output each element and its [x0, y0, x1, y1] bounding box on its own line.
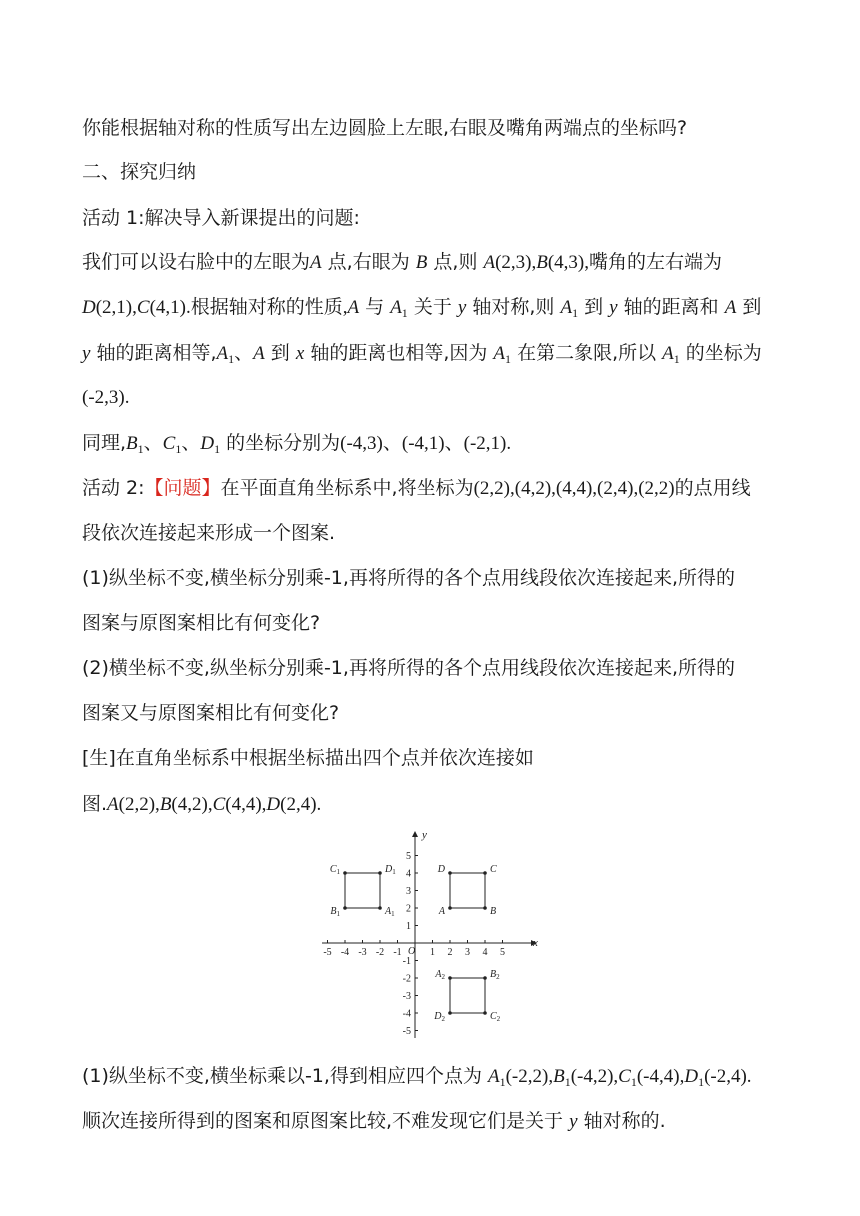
x-tick-label: -1: [393, 947, 402, 958]
origin-label: O: [408, 946, 416, 957]
text: 到: [578, 296, 610, 318]
line-13: (2)横坐标不变,纵坐标分别乘-1,再将所得的各个点用线段依次连接起来,所得的: [82, 657, 735, 679]
coord: (2,2),(4,2),(4,4),(2,4),(2,2): [473, 478, 675, 499]
line-10: 段依次连接起来形成一个图案.: [82, 522, 336, 544]
reflected-over-x-axis-square: [450, 978, 485, 1013]
text: 到: [264, 342, 296, 364]
subscript: 1: [698, 1075, 705, 1089]
var: A: [662, 343, 674, 364]
coord: (-4,3)、(-4,1)、(-2,1).: [340, 433, 512, 454]
subscript: 1: [673, 352, 680, 366]
point-A: [448, 906, 452, 910]
var: A: [560, 297, 573, 318]
subscript: 1: [630, 1075, 637, 1089]
text: 的点用线: [674, 477, 751, 499]
point-label: D: [437, 864, 445, 875]
y-tick-label: -4: [402, 1008, 411, 1020]
var: B: [415, 252, 428, 273]
coord: (2,3),: [495, 252, 537, 273]
text: 的坐标为: [679, 342, 762, 364]
y-tick-label: 3: [406, 886, 411, 897]
subscript: 1: [137, 442, 144, 456]
var: A: [390, 297, 402, 318]
x-tick-label: -2: [375, 947, 385, 958]
subscript: 1: [214, 442, 221, 456]
x-tick-label: -3: [358, 947, 367, 958]
subscript: 1: [401, 306, 408, 320]
line-16: [82, 790, 321, 819]
text: 的坐标分别为: [220, 432, 341, 454]
point-label: $D_1$: [385, 864, 396, 876]
subscript: 1: [572, 306, 579, 320]
point-label: $A_2$: [435, 969, 445, 981]
coord: (4,1).根据轴对称的性质,: [149, 297, 348, 318]
var: x: [295, 343, 305, 364]
text: 、: [181, 432, 201, 454]
point-label: $C_1$: [329, 864, 340, 876]
line-17: [82, 1062, 752, 1096]
x-axis-label: x: [533, 937, 538, 949]
coord: (-4,2),: [570, 1066, 619, 1087]
var: D: [684, 1066, 699, 1087]
var: D: [200, 433, 215, 454]
question-tag: 【问题】: [144, 477, 221, 499]
var: B: [553, 1066, 565, 1087]
point-label: $B_1$: [330, 906, 340, 918]
y-axis-label: y: [422, 829, 427, 841]
point-D: [448, 871, 452, 875]
text: 关于: [407, 296, 458, 318]
text: (1)纵坐标不变,横坐标乘以-1,得到相应四个点为: [82, 1065, 488, 1087]
var: A: [253, 343, 265, 364]
var: y: [457, 297, 467, 318]
var: A: [724, 297, 737, 318]
coord: (-2,4).: [704, 1066, 752, 1087]
var: C: [136, 297, 150, 318]
x-tick-label: -5: [323, 947, 332, 958]
text: 轴对称,则: [466, 296, 561, 318]
point-label: $C_2$: [490, 1011, 501, 1023]
y-tick-label: -2: [402, 973, 411, 985]
var: y: [609, 297, 618, 318]
line-18: [82, 1107, 666, 1136]
line-8: [82, 429, 511, 463]
text: 到: [736, 296, 762, 318]
x-tick-label: 5: [500, 947, 505, 958]
var: A: [493, 343, 506, 364]
var: C: [212, 794, 226, 815]
var: A: [107, 794, 119, 815]
x-tick-label: 2: [447, 947, 453, 958]
y-tick-label: 4: [406, 868, 411, 880]
original-square: [450, 873, 485, 908]
text: 轴对称的.: [577, 1110, 666, 1132]
text: 在第二象限,所以: [511, 342, 663, 364]
x-tick-label: 1: [430, 947, 435, 958]
text: 活动 2:: [82, 477, 145, 499]
subscript: 1: [228, 352, 235, 366]
line-14: 图案又与原图案相比有何变化?: [82, 702, 340, 724]
text: 轴的距离也相等,因为: [304, 342, 494, 364]
point-label: $A_1$: [385, 906, 395, 918]
text: 我们可以设右脸中的左眼为: [82, 251, 311, 273]
point-A1: [378, 906, 382, 910]
point-label: B: [490, 906, 497, 917]
y-tick-label: -3: [402, 991, 411, 1002]
x-tick-label: -4: [340, 947, 350, 958]
var: A: [487, 1066, 500, 1087]
var: D: [82, 297, 96, 318]
point-B: [483, 906, 487, 910]
var: D: [266, 794, 281, 815]
coord: (4,2),: [171, 794, 213, 815]
coord: (2,2),: [118, 794, 160, 815]
tick-group: [323, 851, 505, 1037]
point-D1: [378, 871, 382, 875]
section-heading: 二、探究归纳: [82, 161, 197, 183]
line-6: [82, 339, 762, 373]
coordinate-figure: [318, 826, 548, 1042]
point-C: [483, 871, 487, 875]
y-tick-label: -5: [402, 1026, 411, 1037]
coord: (4,3),嘴角的左右端为: [547, 252, 723, 273]
point-label: $B_2$: [490, 969, 500, 981]
subscript: 1: [505, 352, 512, 366]
point-C2: [483, 1011, 487, 1015]
line-9: [82, 474, 751, 503]
text: 、: [234, 342, 254, 364]
point-C1: [343, 871, 347, 875]
activity-1-title: 活动 1:解决导入新课提出的问题:: [82, 207, 360, 229]
coord: (-2,2),: [505, 1066, 554, 1087]
text: 同理,: [82, 432, 127, 454]
point-B2: [483, 976, 487, 980]
subscript: 1: [499, 1075, 506, 1089]
line-5: [82, 293, 761, 327]
y-tick-label: 1: [406, 921, 411, 932]
subscript: 1: [564, 1075, 571, 1089]
text: 顺次连接所得到的图案和原图案比较,不难发现它们是关于: [82, 1110, 570, 1132]
var: A: [310, 252, 322, 273]
line-12: 图案与原图案相比有何变化?: [82, 612, 321, 634]
point-label: $D_2$: [434, 1011, 445, 1023]
var: B: [159, 794, 172, 815]
coord: (2,1),: [95, 297, 137, 318]
point-label: A: [438, 906, 445, 917]
point-A2: [448, 976, 452, 980]
text: 与: [359, 296, 391, 318]
y-tick-label: 5: [406, 851, 411, 862]
text: 轴的距离相等,: [90, 342, 217, 364]
coord: (4,4),: [225, 794, 267, 815]
var: A: [216, 343, 229, 364]
line-4: [82, 248, 722, 277]
var: y: [569, 1111, 578, 1132]
text: 轴的距离和: [617, 296, 725, 318]
coord: (-4,4),: [636, 1066, 685, 1087]
line-11: (1)纵坐标不变,横坐标分别乘-1,再将所得的各个点用线段依次连接起来,所得的: [82, 567, 735, 589]
var: y: [82, 343, 91, 364]
text: 点,则: [427, 251, 484, 273]
y-tick-label: 2: [406, 903, 411, 915]
var: B: [536, 252, 548, 273]
line-1: 你能根据轴对称的性质写出左边圆脸上左眼,右眼及嘴角两端点的坐标吗?: [82, 117, 688, 139]
var: C: [618, 1066, 631, 1087]
coord: (2,4).: [280, 794, 322, 815]
y-tick-label: -1: [402, 956, 411, 967]
var: A: [347, 297, 360, 318]
text: 点,右眼为: [321, 251, 416, 273]
x-tick-label: 3: [465, 947, 470, 958]
var: B: [126, 433, 138, 454]
point-B1: [343, 906, 347, 910]
point-label: C: [490, 864, 497, 875]
line-7: (-2,3).: [82, 387, 130, 408]
var: A: [483, 252, 496, 273]
reflected-over-y-axis-square: [345, 873, 380, 908]
var: C: [162, 433, 176, 454]
x-tick-label: 4: [482, 947, 488, 958]
text: 在平面直角坐标系中,将坐标为: [220, 477, 474, 499]
subscript: 1: [175, 442, 182, 456]
point-D2: [448, 1011, 452, 1015]
line-15: [生]在直角坐标系中根据坐标描出四个点并依次连接如: [82, 747, 534, 769]
text: 、: [143, 432, 163, 454]
text: 图.: [82, 793, 108, 815]
